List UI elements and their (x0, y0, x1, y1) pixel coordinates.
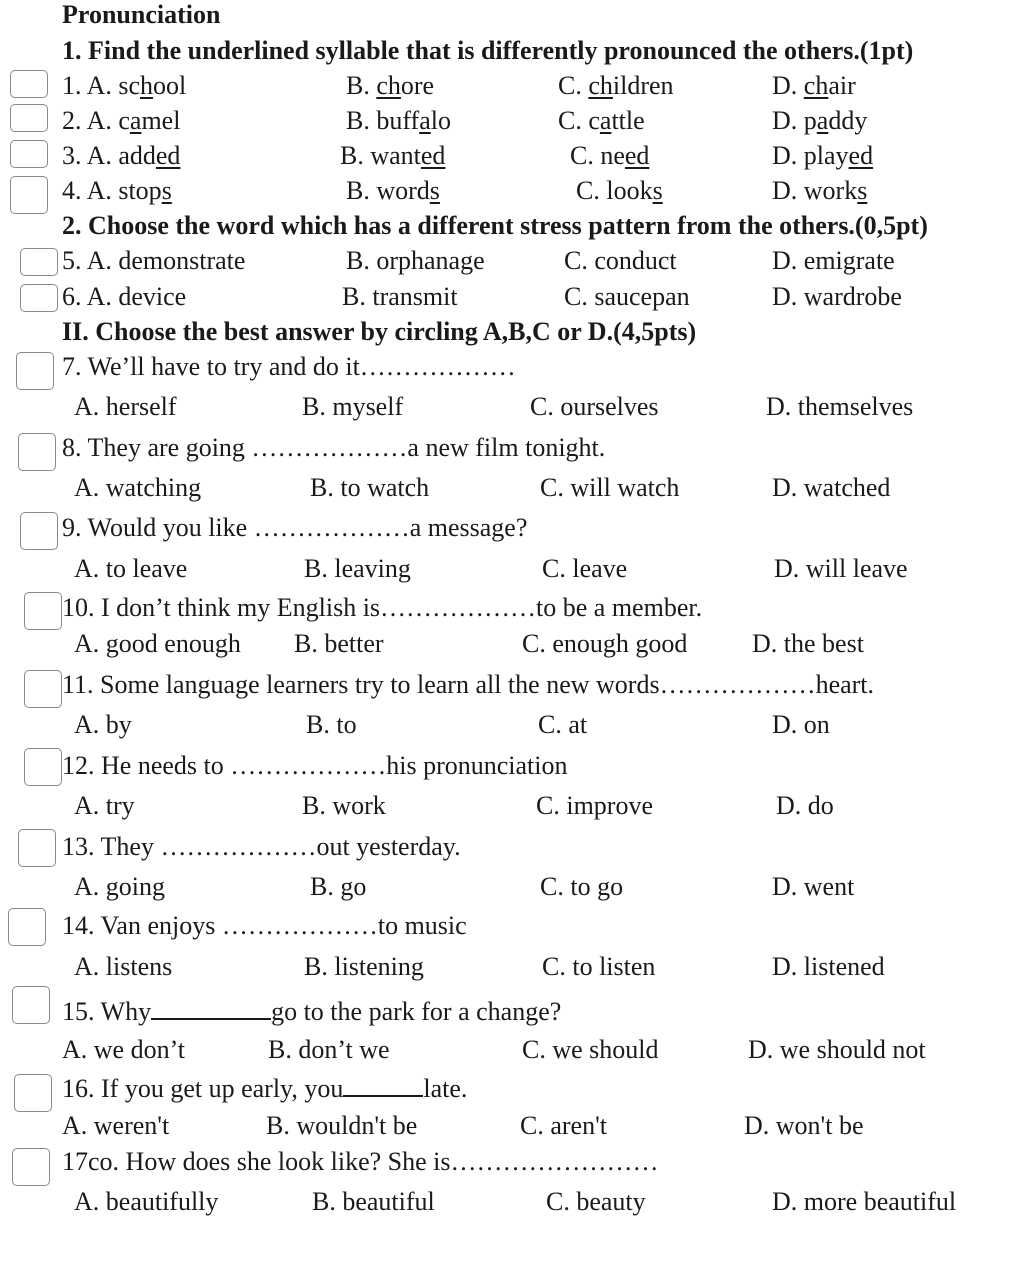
question-12-option-b[interactable]: B. work (302, 791, 386, 820)
question-9-option-a[interactable]: A. to leave (74, 554, 188, 583)
question-11-option-b[interactable]: B. to (306, 710, 357, 739)
question-8-option-b[interactable]: B. to watch (310, 473, 430, 502)
question-12-option-a[interactable]: A. try (74, 791, 135, 820)
answer-box-6[interactable] (20, 284, 58, 312)
question-11-option-d[interactable]: D. on (772, 710, 830, 739)
question-1-option-d: D. chair (772, 71, 856, 100)
question-3-option-c: C. need (570, 141, 650, 170)
question-10-option-d[interactable]: D. the best (752, 629, 864, 658)
answer-box-5[interactable] (20, 248, 58, 276)
question-7-option-c[interactable]: C. ourselves (530, 392, 659, 421)
question-9-option-c[interactable]: C. leave (542, 554, 628, 583)
question-9-option-d[interactable]: D. will leave (774, 554, 908, 583)
blank-line[interactable] (151, 996, 271, 1020)
answer-box-16[interactable] (14, 1074, 52, 1112)
question-5-option-d: D. emigrate (772, 246, 895, 275)
question-16-option-c[interactable]: C. aren't (520, 1111, 607, 1140)
question-14-option-c[interactable]: C. to listen (542, 952, 656, 981)
answer-box-12[interactable] (24, 748, 62, 786)
question-10-option-c[interactable]: C. enough good (522, 629, 688, 658)
question-2-option-b: B. buffalo (346, 106, 451, 135)
answer-box-8[interactable] (18, 433, 56, 471)
question-6-option-a: 6. A. device (62, 282, 187, 311)
question-17-stem: 17co. How does she look like? She is…………………… (62, 1147, 659, 1176)
question-7-option-a[interactable]: A. herself (74, 392, 177, 421)
question-17-option-a[interactable]: A. beautifully (74, 1187, 219, 1216)
question-14-stem: 14. Van enjoys ………………to music (62, 911, 467, 940)
question-1-option-c: C. children (558, 71, 674, 100)
section-1-heading: 1. Find the underlined syllable that is differently pronounced the others.(1pt) (62, 36, 914, 65)
question-8-option-d[interactable]: D. watched (772, 473, 891, 502)
question-12-option-c[interactable]: C. improve (536, 791, 653, 820)
question-5-option-b: B. orphanage (346, 246, 485, 275)
question-8-option-a[interactable]: A. watching (74, 473, 202, 502)
section-3-heading: II. Choose the best answer by circling A,B,C or D.(4,5pts) (62, 317, 697, 346)
question-7-stem: 7. We’ll have to try and do it……………… (62, 352, 516, 381)
question-16-option-a[interactable]: A. weren't (62, 1111, 170, 1140)
question-15-option-d[interactable]: D. we should not (748, 1035, 926, 1064)
question-11-option-c[interactable]: C. at (538, 710, 588, 739)
question-16-stem: 16. If you get up early, you late. (62, 1074, 468, 1103)
question-12-stem: 12. He needs to ………………his pronunciation (62, 751, 568, 780)
question-5-option-a: 5. A. demonstrate (62, 246, 246, 275)
question-3-option-d: D. played (772, 141, 874, 170)
question-3-option-a: 3. A. added (62, 141, 181, 170)
answer-box-11[interactable] (24, 670, 62, 708)
question-11-stem: 11. Some language learners try to learn all the new words………………heart. (62, 670, 875, 699)
question-1-option-a: 1. A. school (62, 71, 187, 100)
question-2-option-a: 2. A. camel (62, 106, 181, 135)
question-12-option-d[interactable]: D. do (776, 791, 834, 820)
question-10-option-a[interactable]: A. good enough (74, 629, 241, 658)
answer-box-3[interactable] (10, 140, 48, 168)
question-13-option-a[interactable]: A. going (74, 872, 165, 901)
question-8-stem: 8. They are going ………………a new film tonight. (62, 433, 606, 462)
question-16-option-d[interactable]: D. won't be (744, 1111, 864, 1140)
question-6-option-b: B. transmit (342, 282, 458, 311)
section-2-heading: 2. Choose the word which has a different stress pattern from the others.(0,5pt) (62, 211, 928, 240)
question-9-stem: 9. Would you like ………………a message? (62, 513, 528, 542)
answer-box-14[interactable] (8, 908, 46, 946)
answer-box-1[interactable] (10, 70, 48, 98)
question-2-option-c: C. cattle (558, 106, 645, 135)
question-15-stem: 15. Why go to the park for a change? (62, 997, 562, 1026)
question-17-option-d[interactable]: D. more beautiful (772, 1187, 957, 1216)
page-title: Pronunciation (62, 0, 221, 29)
question-14-option-d[interactable]: D. listened (772, 952, 885, 981)
answer-box-7[interactable] (16, 352, 54, 390)
question-6-option-c: C. saucepan (564, 282, 690, 311)
question-2-option-d: D. paddy (772, 106, 868, 135)
question-4-option-d: D. works (772, 176, 868, 205)
question-10-option-b[interactable]: B. better (294, 629, 384, 658)
answer-box-15[interactable] (12, 986, 50, 1024)
question-13-option-c[interactable]: C. to go (540, 872, 624, 901)
answer-box-9[interactable] (20, 512, 58, 550)
question-4-option-b: B. words (346, 176, 440, 205)
question-9-option-b[interactable]: B. leaving (304, 554, 411, 583)
question-8-option-c[interactable]: C. will watch (540, 473, 680, 502)
answer-box-10[interactable] (24, 592, 62, 630)
question-5-option-c: C. conduct (564, 246, 677, 275)
answer-box-13[interactable] (18, 829, 56, 867)
question-13-option-d[interactable]: D. went (772, 872, 855, 901)
question-15-option-a[interactable]: A. we don’t (62, 1035, 186, 1064)
question-10-stem: 10. I don’t think my English is………………to be a member. (62, 593, 703, 622)
blank-line[interactable] (343, 1073, 423, 1097)
question-11-option-a[interactable]: A. by (74, 710, 132, 739)
question-17-option-b[interactable]: B. beautiful (312, 1187, 435, 1216)
answer-box-17[interactable] (12, 1148, 50, 1186)
question-14-option-b[interactable]: B. listening (304, 952, 424, 981)
question-6-option-d: D. wardrobe (772, 282, 902, 311)
question-7-option-b[interactable]: B. myself (302, 392, 404, 421)
question-15-option-b[interactable]: B. don’t we (268, 1035, 390, 1064)
question-16-option-b[interactable]: B. wouldn't be (266, 1111, 418, 1140)
question-14-option-a[interactable]: A. listens (74, 952, 173, 981)
question-17-option-c[interactable]: C. beauty (546, 1187, 646, 1216)
question-13-stem: 13. They ………………out yesterday. (62, 832, 461, 861)
question-1-option-b: B. chore (346, 71, 435, 100)
question-3-option-b: B. wanted (340, 141, 446, 170)
question-7-option-d[interactable]: D. themselves (766, 392, 914, 421)
question-4-option-a: 4. A. stops (62, 176, 172, 205)
answer-box-2[interactable] (10, 104, 48, 132)
question-15-option-c[interactable]: C. we should (522, 1035, 659, 1064)
question-4-option-c: C. looks (576, 176, 663, 205)
answer-box-4[interactable] (10, 176, 48, 214)
question-13-option-b[interactable]: B. go (310, 872, 367, 901)
